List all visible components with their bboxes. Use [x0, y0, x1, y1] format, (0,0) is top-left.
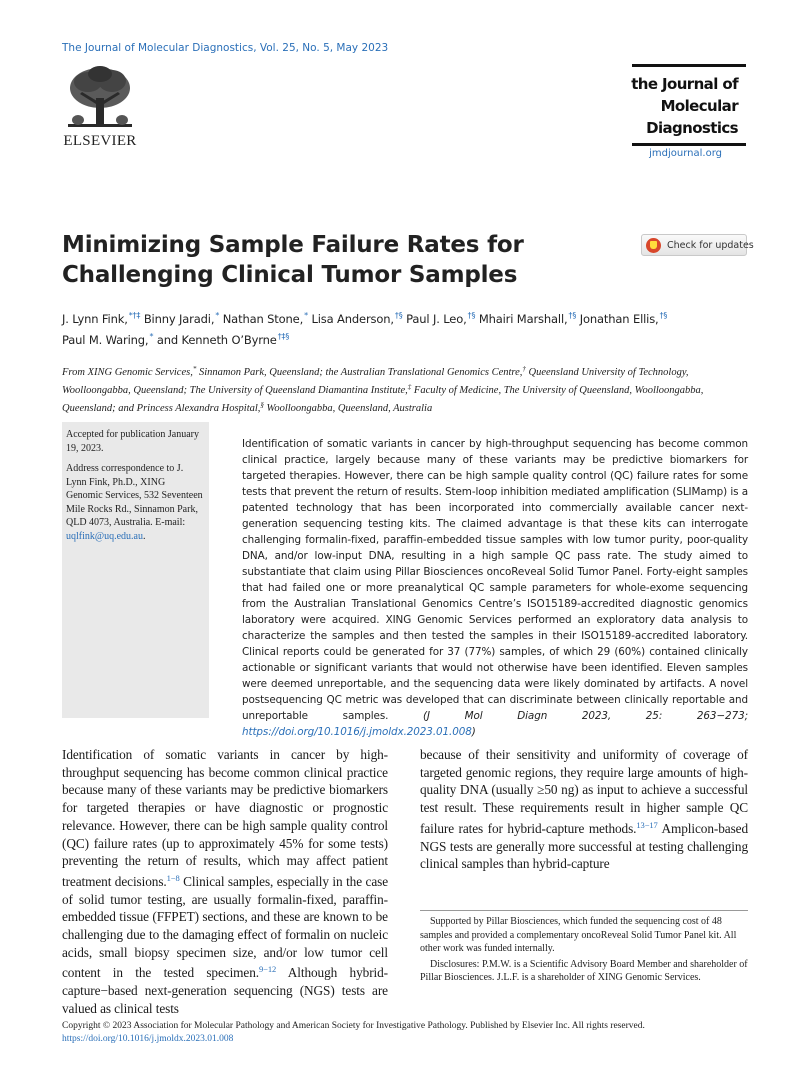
- author-affiliation-marks[interactable]: †§: [394, 311, 403, 320]
- author-name: Nathan Stone,: [222, 312, 304, 326]
- article-info-sidebar: [62, 422, 209, 718]
- affiliation-mark: *: [192, 365, 197, 373]
- author-affiliation-marks[interactable]: *†‡: [128, 311, 141, 320]
- affiliation-text: Sinnamon Park, Queensland; the Australian Translational Genomics Centre,: [196, 367, 523, 378]
- body-text: because of their sensitivity and uniformity of coverage of targeted genomic regions, they require large amounts of high-quality DNA (usually ≥50 ng) as input to achieve a successful test result. These requirements result in higher sample QC failure rates for hybrid-capture methods.: [420, 747, 748, 836]
- body-text: Amplicon-based NGS tests are generally more successful at testing challenging clinical samples than hybrid-capture: [420, 820, 748, 872]
- affiliation-mark: †: [522, 365, 526, 373]
- footer-doi-link[interactable]: https://doi.org/10.1016/j.jmoldx.2023.01.008: [62, 1034, 234, 1044]
- running-head[interactable]: The Journal of Molecular Diagnostics, Vol. 25, No. 5, May 2023: [62, 42, 389, 54]
- body-text: Clinical samples, especially in the case of solid tumor testing, are usually formalin-fixed, paraffin-embedded tissue (FFPET) sections, and these are known to be challenging due to the damaging effect of formalin on nucleic acids, small biopsy specimen size, and/or low tumor cell content in the tested specimen.: [62, 873, 388, 981]
- disclosures-footnote: Disclosures: P.M.W. is a Scientific Advisory Board Member and shareholder of Pillar Biosciences. J.L.F. is a shareholder of XING Genomic Services.: [420, 958, 748, 983]
- abstract-text: Identification of somatic variants in cancer by high-throughput sequencing has become common clinical practice, largely because many of these variants may be predictive biomarkers for targeted therapies. However, there can be high sample quality control (QC) failure rates for some tests that prevent the return of results. Stem-loop inhibition mediated amplification (SLIMamp) is a patented technology that has been incorporated into commercially available cancer next-generation sequencing testing kits. The claimed advantage is that these kits can interrogate challenging formalin-fixed, paraffin-embedded tissue samples with low tumor purity, poor-quality DNA, and/or low-input DNA, resulting in a high sample QC pass rate. The study aimed to substantiate that claim using Pillar Biosciences oncoReveal Solid Tumor Panel. Forty-eight samples that had failed one or more preanalytical QC sample parameters for whole-exome sequencing from the Australian Translational Genomics Centre’s ISO15189-accredited diagnostic genomics laboratory were acquired. XING Genomic Services performed an exploratory data analysis to characterize the samples and then tested the samples in their ISO15189-accredited laboratory. Clinical reports could be generated for 37 (77%) samples, of which 29 (60%) contained clinically actionable or significant variants that would not otherwise have been identified. Eleven samples were deemed unreportable, and the sequencing data were likely dominated by artifacts. A novel postsequencing QC metric was developed that can discriminate between clinically reportable and unreportable samples.: [242, 438, 748, 722]
- journal-logo-line-3: Diagnostics: [646, 119, 738, 137]
- author-affiliation-marks[interactable]: *: [304, 311, 308, 320]
- author-name: Lisa Anderson,: [311, 312, 394, 326]
- article-title-line-2: Challenging Clinical Tumor Samples: [62, 262, 518, 288]
- body-column-right: [420, 746, 748, 873]
- correspondence-text: Address correspondence to J. Lynn Fink, Ph.D., XING Genomic Services, 532 Seventeen Mile Rocks Rd., Sinnamon Park, QLD 4073, Australia.: [66, 463, 203, 528]
- body-column-left: [62, 746, 388, 1018]
- body-text: Identification of somatic variants in cancer by high-throughput sequencing has become common clinical practice because many of these variants may be predictive biomarkers for targeted therapies or have diagnostic or prognostic relevance. However, there can be high sample quality control (QC) failure rates (up to approximately 45% for some tests) preventing the return of results, which may affect patient treatment decisions.: [62, 747, 388, 889]
- abstract-doi-link[interactable]: https://doi.org/10.1016/j.jmoldx.2023.01.008: [242, 726, 472, 738]
- author-name: J. Lynn Fink,: [62, 312, 128, 326]
- check-for-updates-button[interactable]: [641, 234, 754, 256]
- correspondence-address: [66, 462, 204, 543]
- affiliation-text: Woolloongabba, Queensland, Australia: [263, 403, 433, 414]
- affiliation-mark: §: [260, 401, 264, 409]
- author-list: [62, 307, 752, 349]
- author-affiliation-marks[interactable]: *: [215, 311, 220, 320]
- reference-link[interactable]: 9−12: [259, 964, 277, 975]
- reference-link[interactable]: 13−17: [636, 819, 658, 830]
- abstract-citation-end: ): [471, 726, 476, 738]
- publisher-name: ELSEVIER: [63, 133, 137, 149]
- affiliation-text: From XING Genomic Services,: [62, 367, 193, 378]
- affiliation-text: Queensland University of Technology, Woolloongabba, Queensland; The University of Queensland Diamantina Institute,: [62, 367, 689, 396]
- author-name: Mhairi Marshall,: [478, 312, 568, 326]
- author-affiliation-marks[interactable]: †§: [659, 311, 668, 320]
- author-affiliation-marks[interactable]: †‡§: [277, 332, 290, 341]
- check-for-updates-label: Check for updates: [667, 239, 754, 251]
- email-label: E-mail:: [155, 517, 186, 528]
- affiliation-text: Faculty of Medicine, The University of Queensland, Woolloongabba, Queensland; and Princess Alexandra Hospital,: [62, 385, 704, 414]
- author-name: Binny Jaradi,: [143, 312, 215, 326]
- email-suffix: .: [142, 530, 146, 542]
- abstract: [242, 436, 748, 740]
- author-name: Paul M. Waring,: [62, 333, 149, 347]
- author-affiliation-marks[interactable]: *: [149, 332, 154, 341]
- author-affiliation-marks[interactable]: †§: [467, 311, 476, 320]
- article-title: [62, 230, 582, 290]
- article-title-line-1: Minimizing Sample Failure Rates for: [62, 232, 524, 258]
- check-updates-icon: [646, 238, 661, 253]
- funding-footnote: Supported by Pillar Biosciences, which funded the sequencing cost of 48 samples and provided a complementary oncoReveal Solid Tumor Panel kit. All other work was funded internally.: [420, 916, 737, 954]
- affiliations: [62, 362, 752, 416]
- author-name: Jonathan Ellis,: [579, 312, 659, 326]
- author-affiliation-marks[interactable]: †§: [568, 311, 577, 320]
- body-text: Although hybrid-capture−based next-generation sequencing (NGS) tests are valued as clinical tests: [62, 965, 389, 1016]
- journal-url-link[interactable]: jmdjournal.org: [649, 148, 722, 159]
- journal-logo: [632, 64, 746, 146]
- accepted-date: Accepted for publication January 19, 2023.: [66, 429, 200, 454]
- email-link[interactable]: uqlfink@uq.edu.au: [66, 530, 143, 542]
- footnotes: [420, 910, 748, 987]
- affiliation-mark: ‡: [407, 383, 412, 391]
- author-name: and Kenneth O’Byrne: [156, 333, 277, 347]
- author-name: Paul J. Leo,: [406, 312, 467, 326]
- copyright-notice: Copyright © 2023 Association for Molecular Pathology and American Society for Investigative Pathology. Published by Elsevier Inc. All rights reserved.: [62, 1021, 645, 1031]
- reference-link[interactable]: 1−8: [166, 872, 180, 883]
- abstract-citation: (J Mol Diagn 2023, 25: 263−273;: [388, 710, 748, 722]
- journal-logo-line-2: Molecular: [660, 97, 738, 115]
- journal-logo-line-1: the Journal of: [631, 75, 738, 93]
